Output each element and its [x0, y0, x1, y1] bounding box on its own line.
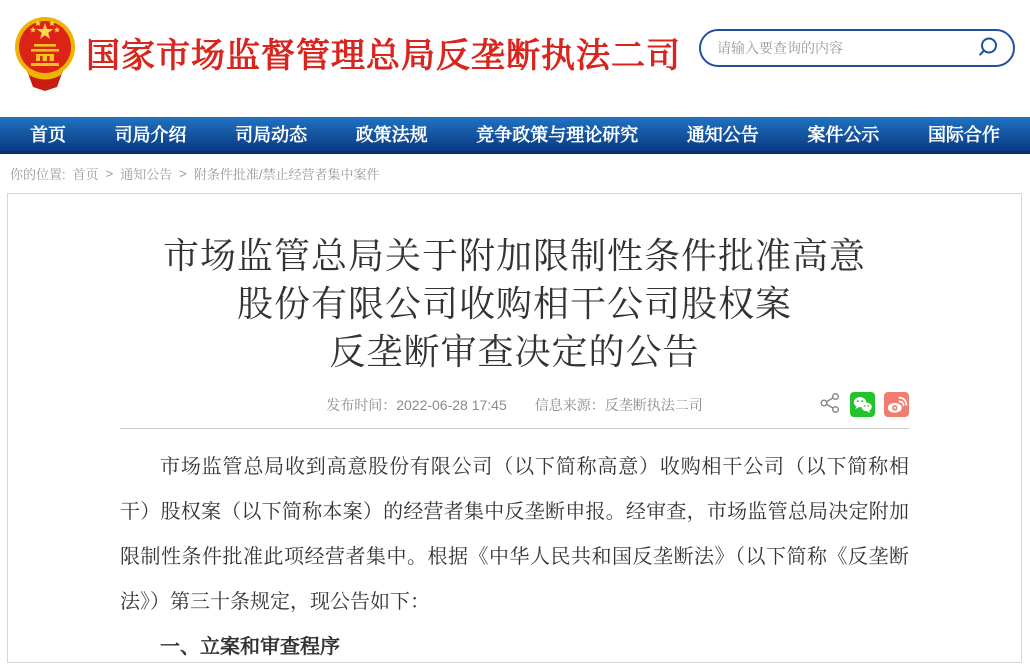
nav-item-policies[interactable]: 政策法规 — [355, 125, 428, 145]
article-title-line-1: 市场监管总局关于附加限制性条件批准高意 — [162, 235, 866, 276]
share-wechat-button[interactable] — [850, 392, 875, 417]
nav-item-competition-research[interactable]: 竞争政策与理论研究 — [476, 125, 639, 145]
nav-item-division-news[interactable]: 司局动态 — [235, 125, 308, 145]
meta-divider — [120, 428, 909, 429]
share-button[interactable] — [819, 392, 841, 417]
national-emblem-icon — [13, 7, 77, 97]
share-buttons — [819, 392, 909, 417]
article-paragraph: 市场监管总局收到高意股份有限公司（以下简称高意）收购相干公司（以下简称相干）股权案（以下简称本案）的经营者集中反垄断申报。经审查，市场监管总局决定附加限制性条件批准此项经营者集中。根据《中华人民共和国反垄断法》（以下简称《反垄断法》）第三十条规定，现公告如下： — [120, 456, 909, 613]
breadcrumb-separator: > — [179, 166, 187, 181]
search-box[interactable] — [699, 29, 1015, 67]
breadcrumb-notices[interactable]: 通知公告 — [120, 167, 173, 182]
article-card — [7, 193, 1022, 663]
breadcrumb-prefix: 你的位置: — [10, 167, 66, 182]
breadcrumb-home[interactable]: 首页 — [72, 167, 99, 182]
breadcrumb-separator: > — [105, 166, 114, 181]
site-header — [0, 0, 1030, 117]
nav-item-division-intro[interactable]: 司局介绍 — [114, 125, 187, 145]
source-value: 反垄断执法二司 — [604, 397, 703, 413]
nav-item-case-publicity[interactable]: 案件公示 — [807, 125, 880, 145]
source-label: 信息来源： — [534, 397, 605, 413]
publish-time-value: 2022-06-28 17:45 — [396, 397, 507, 413]
nav-item-international[interactable]: 国际合作 — [927, 125, 1000, 145]
article-title-line-2: 股份有限公司收购相干公司股权案 — [236, 283, 792, 324]
breadcrumb-current-section[interactable]: 附条件批准/禁止经营者集中案件 — [193, 167, 380, 182]
weibo-icon — [884, 392, 909, 417]
article-meta — [120, 390, 909, 420]
site-title: 国家市场监督管理总局反垄断执法二司 — [86, 37, 681, 75]
article-title-line-3: 反垄断审查决定的公告 — [329, 331, 700, 372]
article-body — [120, 445, 909, 670]
nav-item-notices[interactable]: 通知公告 — [686, 125, 759, 145]
search-icon — [976, 35, 1000, 62]
search-button[interactable] — [975, 35, 1001, 61]
section-heading: 一、立案和审查程序 — [160, 636, 340, 658]
publish-time-label: 发布时间： — [326, 397, 397, 413]
article-meta-row — [120, 390, 909, 420]
search-input[interactable] — [717, 40, 975, 56]
share-nodes-icon — [819, 392, 841, 417]
nav-item-home[interactable]: 首页 — [30, 125, 66, 145]
article-title — [120, 232, 909, 376]
wechat-icon — [850, 392, 875, 417]
main-nav — [0, 117, 1030, 154]
breadcrumb — [0, 154, 1030, 193]
share-weibo-button[interactable] — [884, 392, 909, 417]
